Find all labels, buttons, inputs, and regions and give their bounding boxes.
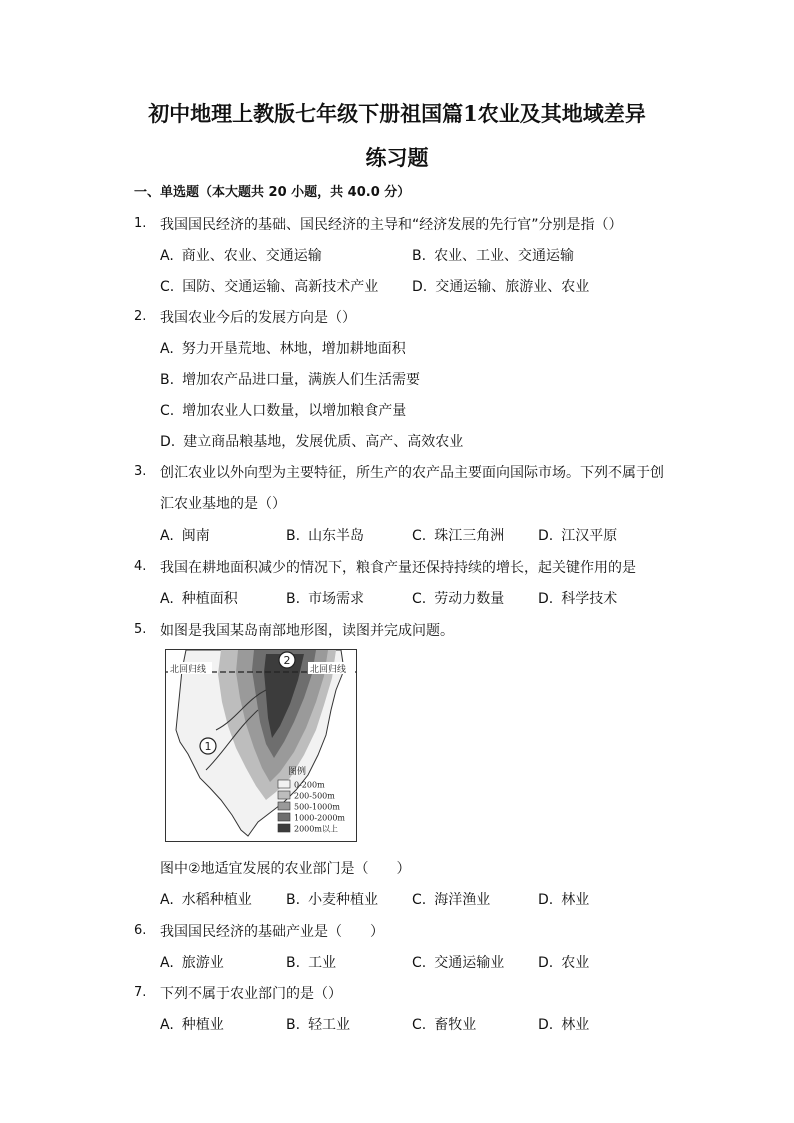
option: B. 增加农产品进口量，满族人们生活需要 xyxy=(160,372,421,388)
option: A. 商业、农业、交通运输 xyxy=(160,248,322,264)
option: D. 交通运输、旅游业、农业 xyxy=(412,279,590,295)
question-stem: 如图是我国某岛南部地形图，读图并完成问题。 xyxy=(160,623,454,639)
question-stem: 汇农业基地的是（） xyxy=(160,496,286,512)
option: A. 水稻种植业 xyxy=(160,892,252,908)
terrain-map xyxy=(165,649,357,842)
terrain-map-graphic xyxy=(166,650,356,841)
question-stem: 我国农业今后的发展方向是（） xyxy=(160,310,356,326)
question-stem: 我国国民经济的基础产业是（ ） xyxy=(160,924,384,940)
marker-1-label: 1 xyxy=(204,740,212,753)
question-number: 3. xyxy=(134,464,147,479)
question-number: 7. xyxy=(134,985,147,1000)
option: A. 种植面积 xyxy=(160,591,238,607)
option: C. 畜牧业 xyxy=(412,1017,477,1033)
option: B. 轻工业 xyxy=(286,1017,351,1033)
option: D. 农业 xyxy=(538,955,590,971)
legend-swatch xyxy=(278,780,290,788)
section-heading: 一、单选题（本大题共 20 小题，共 40.0 分） xyxy=(134,185,411,200)
question-number: 6. xyxy=(134,923,147,938)
question-number: 5. xyxy=(134,622,147,637)
marker-2-label: 2 xyxy=(283,654,291,667)
legend-label: 200-500m xyxy=(294,791,335,801)
option: B. 市场需求 xyxy=(286,591,365,607)
legend-title: 图例 xyxy=(288,767,307,777)
question-stem: 创汇农业以外向型为主要特征，所生产的农产品主要面向国际市场。下列不属于创 xyxy=(160,465,664,481)
question-number: 4. xyxy=(134,559,147,574)
legend-label: 2000m以上 xyxy=(294,824,338,834)
option: A. 种植业 xyxy=(160,1017,224,1033)
option: A. 闽南 xyxy=(160,528,210,544)
map-legend xyxy=(278,765,345,834)
option: B. 小麦种植业 xyxy=(286,892,379,908)
legend-label: 1000-2000m xyxy=(294,813,346,823)
option: A. 旅游业 xyxy=(160,955,224,971)
question-stem: 我国国民经济的基础、国民经济的主导和“经济发展的先行官”分别是指（） xyxy=(160,217,623,233)
option: B. 山东半岛 xyxy=(286,528,365,544)
option: C. 增加农业人口数量，以增加粮食产量 xyxy=(160,403,407,419)
option: D. 江汉平原 xyxy=(538,528,618,544)
legend-label: 500-1000m xyxy=(294,802,340,812)
option: C. 珠江三角洲 xyxy=(412,528,505,544)
option: B. 工业 xyxy=(286,955,337,971)
legend-swatch xyxy=(278,791,290,799)
question-subprompt: 图中②地适宜发展的农业部门是（ ） xyxy=(160,861,411,877)
option: A. 努力开垦荒地、林地，增加耕地面积 xyxy=(160,341,406,357)
option: B. 农业、工业、交通运输 xyxy=(412,248,575,264)
option: D. 林业 xyxy=(538,1017,590,1033)
option: C. 国防、交通运输、高新技术产业 xyxy=(160,279,379,295)
question-stem: 我国在耕地面积减少的情况下，粮食产量还保持持续的增长，起关键作用的是 xyxy=(160,560,636,576)
tropic-label-right: 北回归线 xyxy=(310,665,347,675)
legend-swatch xyxy=(278,813,290,821)
page-title-line1: 初中地理上教版七年级下册祖国篇1农业及其地域差异 xyxy=(148,101,646,126)
option: D. 林业 xyxy=(538,892,590,908)
tropic-label-left: 北回归线 xyxy=(170,665,207,675)
legend-swatch xyxy=(278,802,290,810)
page-title-line2: 练习题 xyxy=(365,145,429,170)
option: D. 科学技术 xyxy=(538,591,618,607)
question-stem: 下列不属于农业部门的是（） xyxy=(160,986,342,1002)
option: C. 交通运输业 xyxy=(412,955,505,971)
legend-label: 0-200m xyxy=(294,780,325,790)
question-number: 1. xyxy=(134,216,147,231)
option: D. 建立商品粮基地，发展优质、高产、高效农业 xyxy=(160,434,464,450)
legend-swatch xyxy=(278,824,290,832)
option: C. 海洋渔业 xyxy=(412,892,491,908)
question-number: 2. xyxy=(134,309,147,324)
option: C. 劳动力数量 xyxy=(412,591,505,607)
